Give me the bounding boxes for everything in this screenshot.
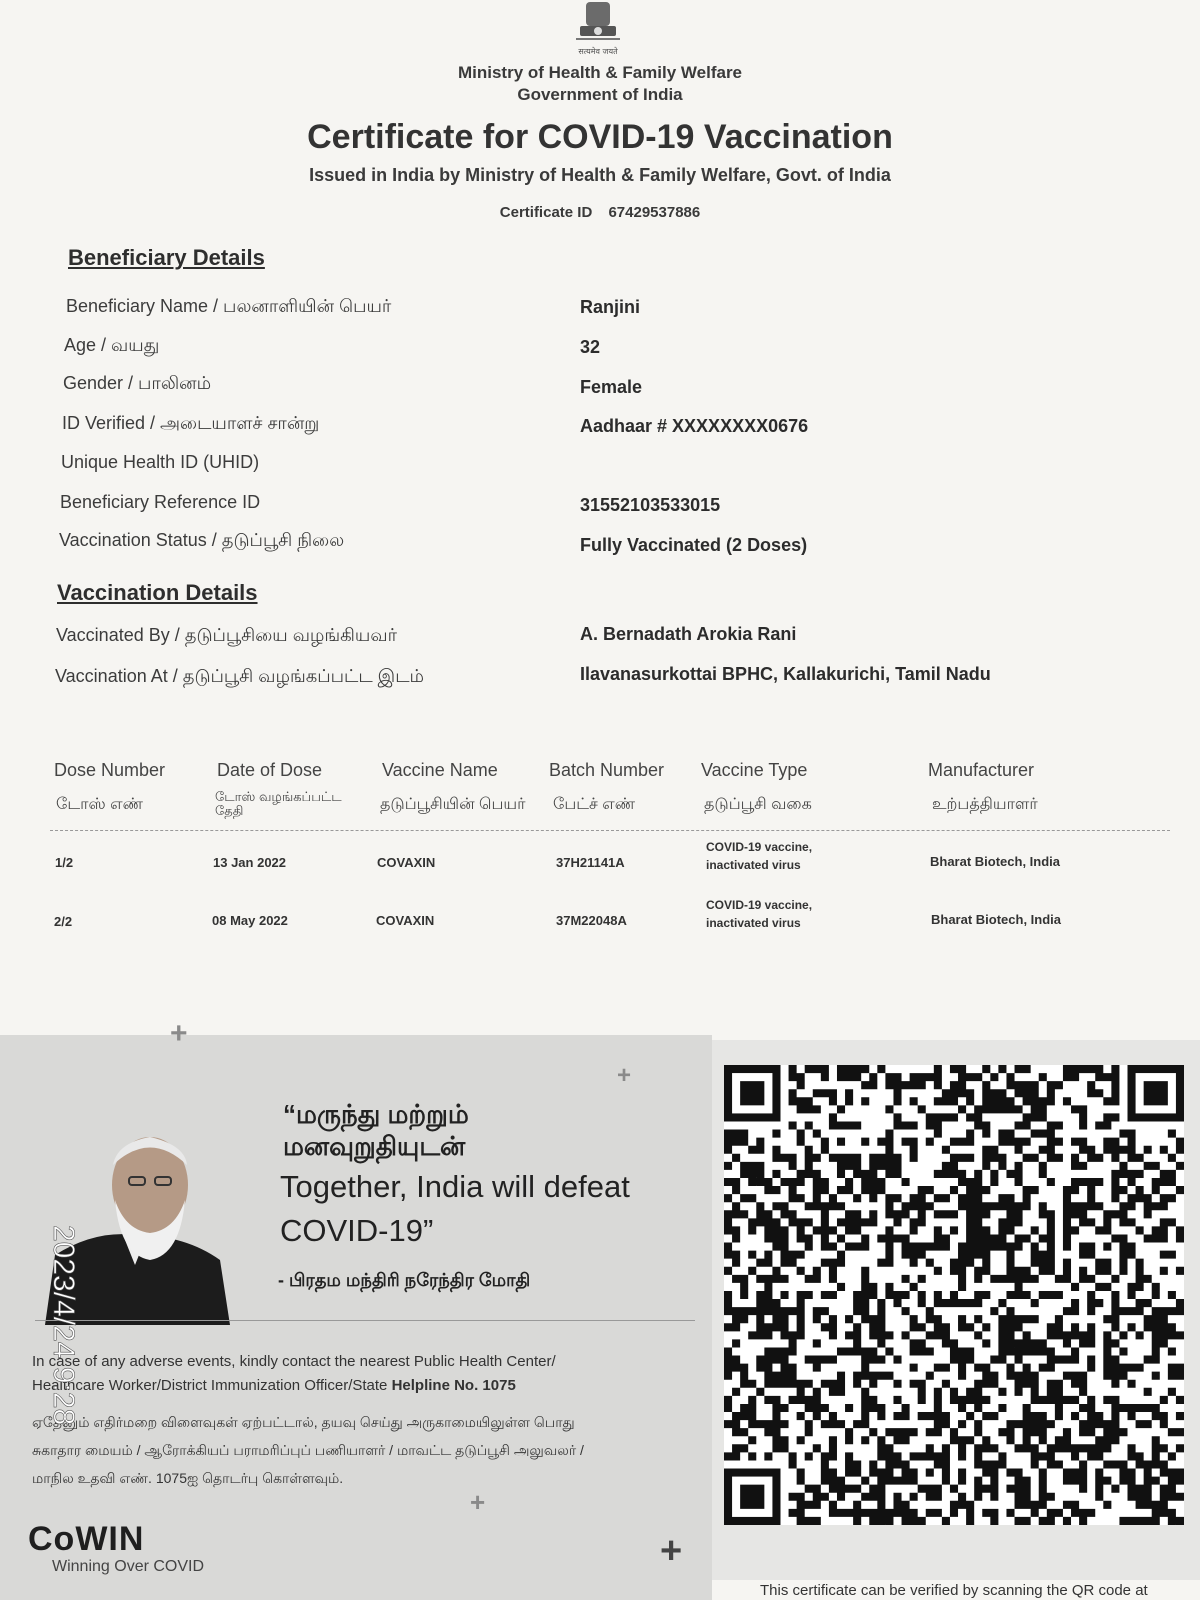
adverse-en-line1: In case of any adverse events, kindly contact the nearest Public Health Center/ [32, 1353, 556, 1370]
qr-finder-pattern [724, 1065, 780, 1121]
dose-1-vaccine-type-line2: inactivated virus [706, 858, 801, 872]
th-dose-number: Dose Number [54, 760, 166, 780]
issued-by: Issued in India by Ministry of Health & Family Welfare, Govt. of India [309, 165, 891, 185]
dose-1-batch: 37H21141A [556, 855, 625, 870]
th-vaccine-type: Vaccine Type [701, 760, 808, 780]
crosshair-mark-icon: + [470, 1487, 486, 1517]
th-dose-number-ta: டோஸ் எண் [56, 796, 143, 813]
th-vaccine-type-ta: தடுப்பூசி வகை [704, 796, 812, 813]
dose-1-date: 13 Jan 2022 [213, 855, 287, 870]
emblem-motto: सत्यमेव जयते [578, 47, 618, 56]
beneficiary-name-label: Beneficiary Name / பலனாளியின் பெயர் [66, 296, 392, 316]
vaccination-section-title: Vaccination Details [57, 580, 258, 605]
th-date-of-dose: Date of Dose [217, 760, 323, 780]
quote-tamil-line2: மனவுறுதியுடன் [283, 1131, 466, 1161]
gender-value: Female [580, 377, 643, 397]
vaccination-at-value: Ilavanasurkottai BPHC, Kallakurichi, Tamil Nadu [580, 664, 991, 684]
adverse-ta-line3: மாநில உதவி எண். 1075ஐ தொடர்பு கொள்ளவும். [32, 1470, 344, 1486]
crosshair-mark-icon: + [660, 1530, 683, 1572]
qr-finder-pattern [1128, 1065, 1184, 1121]
th-batch-number-ta: பேட்ச் எண் [553, 796, 636, 813]
dose-1-vaccine-type-line1: COVID-19 vaccine, [706, 840, 813, 854]
adverse-events-english [32, 1350, 692, 1398]
adverse-ta-line2: சுகாதார மையம் / ஆரோக்கியப் பராமரிப்புப் பணியாளர் / மாவட்ட தடுப்பூசி அலுவலர் / [32, 1442, 584, 1458]
crosshair-mark-icon: + [617, 1062, 632, 1089]
reference-id-label: Beneficiary Reference ID [60, 492, 261, 512]
dose-2-vaccine-name: COVAXIN [376, 913, 435, 928]
helpline-number: Helpline No. 1075 [391, 1377, 516, 1394]
qr-code[interactable] [724, 1065, 1184, 1525]
beneficiary-name-value: Ranjini [580, 297, 641, 317]
th-vaccine-name: Vaccine Name [382, 760, 498, 780]
verification-note: This certificate can be verified by scanning the QR code at [760, 1582, 1148, 1599]
th-vaccine-name-ta: தடுப்பூசியின் பெயர் [380, 796, 526, 813]
adverse-events-tamil [32, 1408, 692, 1492]
photo-timestamp-text: 2023/4/24 9:28 [47, 1225, 80, 1426]
vaccination-at-label: Vaccination At / தடுப்பூசி வழங்கப்பட்ட இடம் [55, 666, 424, 686]
dose-2-vaccine-type [706, 896, 812, 932]
adverse-en-line2-prefix: Healthcare Worker/District Immunization Officer/State [32, 1377, 388, 1394]
id-verified-label: ID Verified / அடையாளச் சான்று [62, 413, 320, 433]
age-value: 32 [580, 337, 601, 357]
vaccinated-by-label: Vaccinated By / தடுப்பூசியை வழங்கியவர் [56, 625, 397, 645]
crosshair-mark-icon: + [170, 1017, 188, 1050]
th-manufacturer: Manufacturer [928, 760, 1035, 780]
government-name: Government of India [517, 85, 683, 104]
id-verified-value: Aadhaar # XXXXXXXX0676 [580, 416, 809, 436]
beneficiary-section-title: Beneficiary Details [68, 245, 265, 270]
dose-2-date: 08 May 2022 [212, 913, 288, 928]
dose-2-number: 2/2 [54, 914, 73, 929]
reference-id-value: 31552103533015 [580, 495, 721, 515]
ministry-name: Ministry of Health & Family Welfare [457, 63, 743, 82]
qr-finder-pattern [724, 1469, 780, 1525]
age-label: Age / வயது [64, 335, 160, 355]
th-manufacturer-ta: உற்பத்தியாளர் [932, 796, 1038, 813]
adverse-ta-line1: ஏதேனும் எதிர்மறை விளைவுகள் ஏற்பட்டால், தயவு செய்து அருகாமையிலுள்ள பொது [32, 1414, 575, 1430]
vaccination-status-value: Fully Vaccinated (2 Doses) [580, 535, 808, 555]
adverse-en-line2 [32, 1374, 692, 1398]
photo-timestamp [40, 1225, 90, 1545]
cowin-logo: CoWIN [28, 1520, 145, 1558]
quote-english-line2: COVID-19” [280, 1213, 434, 1248]
vaccinated-by-value: A. Bernadath Arokia Rani [580, 624, 797, 644]
dose-2-batch: 37M22048A [556, 913, 627, 928]
dose-1-vaccine-type [706, 838, 812, 874]
cowin-tagline: Winning Over COVID [52, 1558, 205, 1575]
uhid-label: Unique Health ID (UHID) [61, 452, 260, 472]
dose-1-manufacturer: Bharat Biotech, India [930, 854, 1061, 869]
certificate-id-row [0, 204, 1200, 221]
certificate-title: Certificate for COVID-19 Vaccination [307, 118, 893, 156]
dose-1-vaccine-name: COVAXIN [377, 855, 436, 870]
dose-2-manufacturer: Bharat Biotech, India [931, 912, 1062, 927]
vaccination-status-label: Vaccination Status / தடுப்பூசி நிலை [59, 530, 345, 550]
quote-tamil-line1: “மருந்து மற்றும் [283, 1099, 469, 1129]
gender-label: Gender / பாலினம் [63, 373, 212, 393]
th-batch-number: Batch Number [549, 760, 665, 780]
certificate-id-label: Certificate ID [499, 204, 593, 221]
quote-english-line1: Together, India will defeat [280, 1169, 630, 1204]
dose-2-vaccine-type-line2: inactivated virus [706, 916, 801, 930]
dose-2-vaccine-type-line1: COVID-19 vaccine, [706, 898, 813, 912]
qr-modules [724, 1065, 1184, 1525]
certificate-id-value: 67429537886 [608, 204, 701, 221]
quote-attribution: - பிரதம மந்திரி நரேந்திர மோதி [278, 1270, 531, 1290]
dose-1-number: 1/2 [55, 855, 74, 870]
table-divider [50, 830, 1170, 831]
national-emblem-icon [568, 0, 628, 58]
panel-divider [35, 1320, 695, 1321]
quote-english [280, 1165, 680, 1253]
quote-tamil [283, 1098, 643, 1162]
th-date-of-dose-ta: டோஸ் வழங்கப்பட்ட தேதி [215, 789, 342, 818]
